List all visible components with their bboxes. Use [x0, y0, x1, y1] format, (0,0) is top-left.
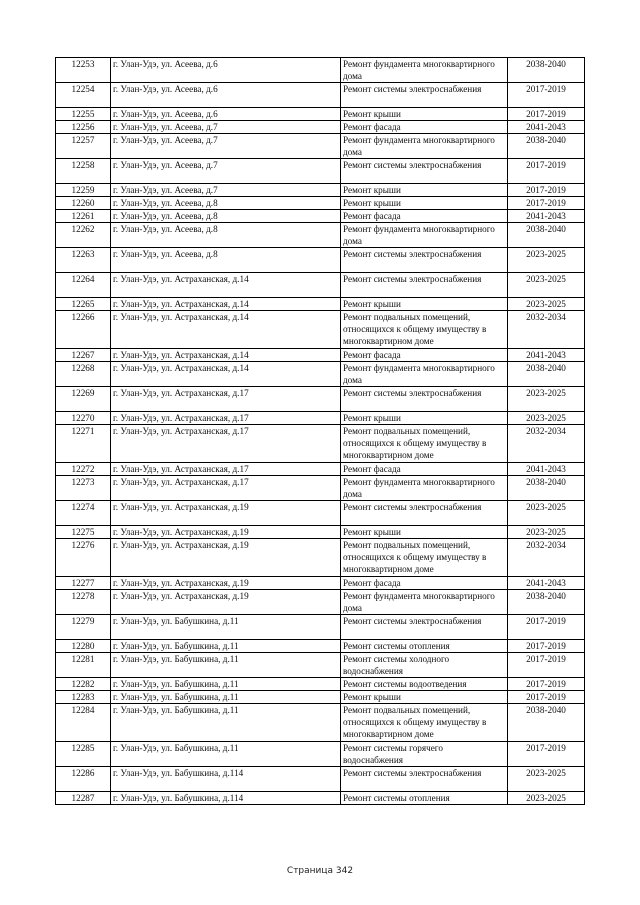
row-number-cell: 12277 — [56, 577, 111, 590]
row-number-cell: 12265 — [56, 298, 111, 311]
table-row — [56, 501, 585, 526]
work-type-cell: Ремонт фундамента многоквартирного дома — [341, 590, 508, 615]
period-cell: 2023-2025 — [508, 273, 585, 298]
table-row — [56, 590, 585, 615]
address-cell: г. Улан-Удэ, ул. Асеева, д.8 — [111, 223, 341, 248]
address-cell: г. Улан-Удэ, ул. Астраханская, д.14 — [111, 311, 341, 349]
row-number-cell: 12286 — [56, 767, 111, 792]
period-cell: 2017-2019 — [508, 691, 585, 704]
work-type-cell: Ремонт крыши — [341, 298, 508, 311]
table-row — [56, 412, 585, 425]
table-row — [56, 640, 585, 653]
row-number-cell: 12273 — [56, 476, 111, 501]
address-cell: г. Улан-Удэ, ул. Асеева, д.7 — [111, 134, 341, 159]
row-number-cell: 12263 — [56, 248, 111, 273]
address-cell: г. Улан-Удэ, ул. Бабушкина, д.114 — [111, 767, 341, 792]
work-type-cell: Ремонт системы электроснабжения — [341, 615, 508, 640]
period-cell: 2038-2040 — [508, 58, 585, 83]
work-type-cell: Ремонт системы электроснабжения — [341, 387, 508, 412]
address-cell: г. Улан-Удэ, ул. Бабушкина, д.11 — [111, 704, 341, 742]
address-cell: г. Улан-Удэ, ул. Бабушкина, д.11 — [111, 691, 341, 704]
address-cell: г. Улан-Удэ, ул. Асеева, д.7 — [111, 121, 341, 134]
table-row — [56, 526, 585, 539]
period-cell: 2032-2034 — [508, 539, 585, 577]
row-number-cell: 12282 — [56, 678, 111, 691]
work-type-cell: Ремонт крыши — [341, 412, 508, 425]
period-cell: 2041-2043 — [508, 463, 585, 476]
work-type-cell: Ремонт подвальных помещений, относящихся к общему имуществу в многоквартирном доме — [341, 704, 508, 742]
address-cell: г. Улан-Удэ, ул. Асеева, д.8 — [111, 248, 341, 273]
work-type-cell: Ремонт фасада — [341, 210, 508, 223]
document-table-container — [55, 57, 584, 805]
table-row — [56, 463, 585, 476]
period-cell: 2017-2019 — [508, 184, 585, 197]
row-number-cell: 12268 — [56, 362, 111, 387]
period-cell: 2017-2019 — [508, 197, 585, 210]
work-type-cell: Ремонт системы электроснабжения — [341, 159, 508, 184]
address-cell: г. Улан-Удэ, ул. Бабушкина, д.114 — [111, 792, 341, 805]
row-number-cell: 12256 — [56, 121, 111, 134]
table-row — [56, 792, 585, 805]
table-row — [56, 210, 585, 223]
period-cell: 2017-2019 — [508, 742, 585, 767]
period-cell: 2023-2025 — [508, 792, 585, 805]
work-type-cell: Ремонт фундамента многоквартирного дома — [341, 362, 508, 387]
period-cell: 2038-2040 — [508, 476, 585, 501]
table-row — [56, 349, 585, 362]
work-type-cell: Ремонт фундамента многоквартирного дома — [341, 476, 508, 501]
work-type-cell: Ремонт подвальных помещений, относящихся к общему имуществу в многоквартирном доме — [341, 539, 508, 577]
repair-schedule-table — [55, 57, 585, 805]
address-cell: г. Улан-Удэ, ул. Астраханская, д.14 — [111, 273, 341, 298]
address-cell: г. Улан-Удэ, ул. Астраханская, д.19 — [111, 526, 341, 539]
period-cell: 2038-2040 — [508, 134, 585, 159]
work-type-cell: Ремонт крыши — [341, 691, 508, 704]
address-cell: г. Улан-Удэ, ул. Бабушкина, д.11 — [111, 640, 341, 653]
row-number-cell: 12262 — [56, 223, 111, 248]
work-type-cell: Ремонт системы горячего водоснабжения — [341, 742, 508, 767]
work-type-cell: Ремонт фундамента многоквартирного дома — [341, 223, 508, 248]
work-type-cell: Ремонт системы отопления — [341, 792, 508, 805]
address-cell: г. Улан-Удэ, ул. Асеева, д.6 — [111, 58, 341, 83]
row-number-cell: 12260 — [56, 197, 111, 210]
address-cell: г. Улан-Удэ, ул. Астраханская, д.19 — [111, 501, 341, 526]
work-type-cell: Ремонт системы электроснабжения — [341, 767, 508, 792]
table-row — [56, 121, 585, 134]
work-type-cell: Ремонт системы электроснабжения — [341, 83, 508, 108]
period-cell: 2041-2043 — [508, 577, 585, 590]
period-cell: 2017-2019 — [508, 653, 585, 678]
work-type-cell: Ремонт фундамента многоквартирного дома — [341, 134, 508, 159]
row-number-cell: 12284 — [56, 704, 111, 742]
row-number-cell: 12278 — [56, 590, 111, 615]
row-number-cell: 12270 — [56, 412, 111, 425]
period-cell: 2041-2043 — [508, 210, 585, 223]
row-number-cell: 12281 — [56, 653, 111, 678]
period-cell: 2032-2034 — [508, 425, 585, 463]
address-cell: г. Улан-Удэ, ул. Асеева, д.6 — [111, 83, 341, 108]
address-cell: г. Улан-Удэ, ул. Астраханская, д.17 — [111, 476, 341, 501]
table-row — [56, 615, 585, 640]
row-number-cell: 12275 — [56, 526, 111, 539]
work-type-cell: Ремонт подвальных помещений, относящихся к общему имуществу в многоквартирном доме — [341, 425, 508, 463]
table-row — [56, 58, 585, 83]
table-body — [56, 58, 585, 805]
table-row — [56, 539, 585, 577]
table-row — [56, 159, 585, 184]
row-number-cell: 12271 — [56, 425, 111, 463]
address-cell: г. Улан-Удэ, ул. Астраханская, д.14 — [111, 349, 341, 362]
table-row — [56, 362, 585, 387]
row-number-cell: 12255 — [56, 108, 111, 121]
work-type-cell: Ремонт крыши — [341, 197, 508, 210]
work-type-cell: Ремонт фасада — [341, 577, 508, 590]
work-type-cell: Ремонт системы электроснабжения — [341, 501, 508, 526]
address-cell: г. Улан-Удэ, ул. Астраханская, д.19 — [111, 590, 341, 615]
address-cell: г. Улан-Удэ, ул. Асеева, д.7 — [111, 184, 341, 197]
row-number-cell: 12274 — [56, 501, 111, 526]
table-row — [56, 678, 585, 691]
table-row — [56, 184, 585, 197]
work-type-cell: Ремонт системы электроснабжения — [341, 273, 508, 298]
row-number-cell: 12267 — [56, 349, 111, 362]
table-row — [56, 134, 585, 159]
table-row — [56, 387, 585, 412]
address-cell: г. Улан-Удэ, ул. Асеева, д.8 — [111, 197, 341, 210]
address-cell: г. Улан-Удэ, ул. Бабушкина, д.11 — [111, 615, 341, 640]
work-type-cell: Ремонт крыши — [341, 526, 508, 539]
work-type-cell: Ремонт крыши — [341, 108, 508, 121]
table-row — [56, 691, 585, 704]
period-cell: 2041-2043 — [508, 121, 585, 134]
period-cell: 2023-2025 — [508, 298, 585, 311]
row-number-cell: 12261 — [56, 210, 111, 223]
work-type-cell: Ремонт системы водоотведения — [341, 678, 508, 691]
address-cell: г. Улан-Удэ, ул. Асеева, д.7 — [111, 159, 341, 184]
table-row — [56, 742, 585, 767]
row-number-cell: 12285 — [56, 742, 111, 767]
period-cell: 2041-2043 — [508, 349, 585, 362]
page-number: Страница 342 — [286, 866, 354, 876]
address-cell: г. Улан-Удэ, ул. Астраханская, д.14 — [111, 362, 341, 387]
period-cell: 2017-2019 — [508, 83, 585, 108]
address-cell: г. Улан-Удэ, ул. Бабушкина, д.11 — [111, 653, 341, 678]
work-type-cell: Ремонт фасада — [341, 463, 508, 476]
work-type-cell: Ремонт системы холодного водоснабжения — [341, 653, 508, 678]
table-row — [56, 298, 585, 311]
table-row — [56, 223, 585, 248]
address-cell: г. Улан-Удэ, ул. Асеева, д.6 — [111, 108, 341, 121]
address-cell: г. Улан-Удэ, ул. Асеева, д.8 — [111, 210, 341, 223]
period-cell: 2038-2040 — [508, 223, 585, 248]
row-number-cell: 12287 — [56, 792, 111, 805]
address-cell: г. Улан-Удэ, ул. Астраханская, д.19 — [111, 539, 341, 577]
table-row — [56, 476, 585, 501]
work-type-cell: Ремонт фундамента многоквартирного дома — [341, 58, 508, 83]
period-cell: 2023-2025 — [508, 767, 585, 792]
row-number-cell: 12283 — [56, 691, 111, 704]
table-row — [56, 425, 585, 463]
address-cell: г. Улан-Удэ, ул. Астраханская, д.17 — [111, 412, 341, 425]
table-row — [56, 577, 585, 590]
row-number-cell: 12272 — [56, 463, 111, 476]
period-cell: 2017-2019 — [508, 108, 585, 121]
table-row — [56, 704, 585, 742]
row-number-cell: 12253 — [56, 58, 111, 83]
address-cell: г. Улан-Удэ, ул. Астраханская, д.17 — [111, 463, 341, 476]
row-number-cell: 12269 — [56, 387, 111, 412]
table-row — [56, 83, 585, 108]
row-number-cell: 12266 — [56, 311, 111, 349]
period-cell: 2023-2025 — [508, 501, 585, 526]
address-cell: г. Улан-Удэ, ул. Астраханская, д.17 — [111, 387, 341, 412]
table-row — [56, 273, 585, 298]
table-row — [56, 653, 585, 678]
row-number-cell: 12258 — [56, 159, 111, 184]
period-cell: 2023-2025 — [508, 387, 585, 412]
address-cell: г. Улан-Удэ, ул. Бабушкина, д.11 — [111, 678, 341, 691]
row-number-cell: 12257 — [56, 134, 111, 159]
table-row — [56, 311, 585, 349]
row-number-cell: 12279 — [56, 615, 111, 640]
address-cell: г. Улан-Удэ, ул. Астраханская, д.17 — [111, 425, 341, 463]
table-row — [56, 767, 585, 792]
period-cell: 2017-2019 — [508, 678, 585, 691]
period-cell: 2017-2019 — [508, 615, 585, 640]
row-number-cell: 12259 — [56, 184, 111, 197]
address-cell: г. Улан-Удэ, ул. Астраханская, д.19 — [111, 577, 341, 590]
work-type-cell: Ремонт крыши — [341, 184, 508, 197]
work-type-cell: Ремонт фасада — [341, 121, 508, 134]
period-cell: 2038-2040 — [508, 590, 585, 615]
row-number-cell: 12276 — [56, 539, 111, 577]
work-type-cell: Ремонт подвальных помещений, относящихся к общему имуществу в многоквартирном доме — [341, 311, 508, 349]
work-type-cell: Ремонт системы отопления — [341, 640, 508, 653]
table-row — [56, 197, 585, 210]
row-number-cell: 12264 — [56, 273, 111, 298]
table-row — [56, 248, 585, 273]
period-cell: 2032-2034 — [508, 311, 585, 349]
row-number-cell: 12280 — [56, 640, 111, 653]
address-cell: г. Улан-Удэ, ул. Астраханская, д.14 — [111, 298, 341, 311]
period-cell: 2023-2025 — [508, 412, 585, 425]
row-number-cell: 12254 — [56, 83, 111, 108]
period-cell: 2017-2019 — [508, 640, 585, 653]
period-cell: 2038-2040 — [508, 362, 585, 387]
period-cell: 2017-2019 — [508, 159, 585, 184]
address-cell: г. Улан-Удэ, ул. Бабушкина, д.11 — [111, 742, 341, 767]
table-row — [56, 108, 585, 121]
period-cell: 2038-2040 — [508, 704, 585, 742]
work-type-cell: Ремонт системы электроснабжения — [341, 248, 508, 273]
work-type-cell: Ремонт фасада — [341, 349, 508, 362]
period-cell: 2023-2025 — [508, 526, 585, 539]
period-cell: 2023-2025 — [508, 248, 585, 273]
